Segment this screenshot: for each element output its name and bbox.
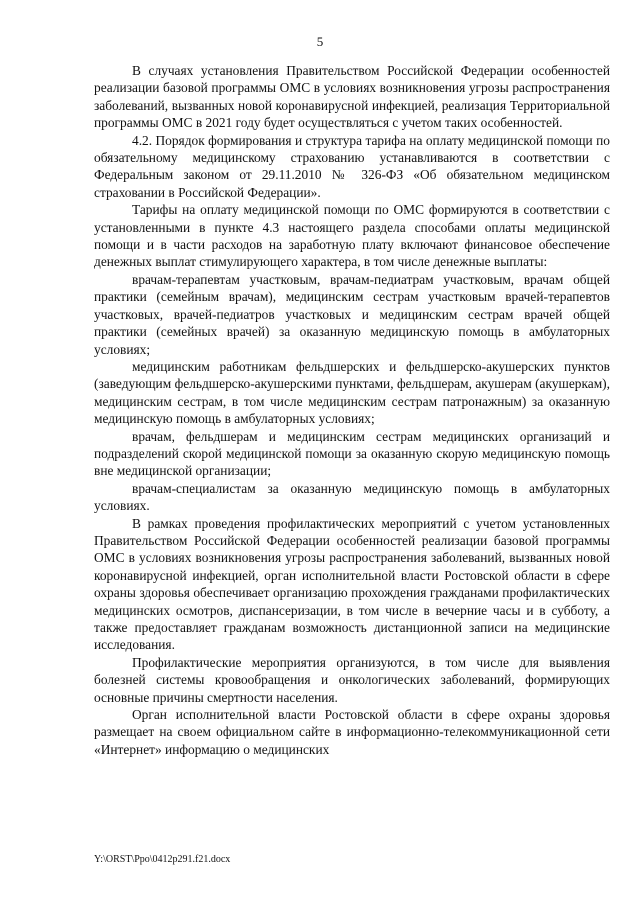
page-number: 5 (316, 34, 324, 49)
paragraph-specialists: врачам-специалистам за оказанную медицинскую помощь в амбулаторных условиях. (94, 480, 610, 514)
paragraph-emergency-care: врачам, фельдшерам и медицинским сестрам медицинских организаций и подразделений скорой медицинской помощи за оказанную скорую медицинскую помощь вне медицинской организации; (94, 428, 610, 479)
paragraph-omc-special-conditions: В случаях установления Правительством Российской Федерации особенностей реализации базовой программы ОМС в условиях возникновения угрозы распространения заболеваний, вызванных новой коронавирусной инфекцией, реализация Территориальной программы ОМС в 2021 году будет осуществляться с учетом таких особенностей. (94, 63, 610, 131)
paragraph-website-info: Орган исполнительной власти Ростовской области в сфере охраны здоровья размещает на своем официальном сайте в информационно-телекоммуникационной сети «Интернет» информацию о медицинских (94, 707, 610, 757)
document-body (94, 62, 610, 758)
paragraph-preventive-measures: В рамках проведения профилактических мероприятий с учетом установленных Правительством Российской Федерации особенностей реализации базовой программы ОМС в условиях возникновения угрозы распространения заболеваний, вызванных новой коронавирусной инфекцией, орган исполнительной власти Ростовской области в сфере охраны здоровья обеспечивает организацию прохождения гражданами профилактических медицинских осмотров, диспансеризации, в том числе в вечерние часы и в субботу, а также предоставляет гражданам возможность дистанционной записи на медицинские исследования. (94, 515, 610, 653)
paragraph-tariff-structure: 4.2. Порядок формирования и структура тарифа на оплату медицинской помощи по обязательному медицинскому страхованию устанавливаются в соответствии с Федеральным законом от 29.11.2010 № 326-ФЗ «Об обязательном медицинском страховании в Российской Федерации». (94, 132, 610, 200)
paragraph-therapists: врачам-терапевтам участковым, врачам-педиатрам участковым, врачам общей практики (семейным врачам), медицинским сестрам участковым врачей-терапевтов участковых, врачей-педиатров участковых и медицинским сестрам врачей общей практики (семейных врачей) за оказанную медицинскую помощь в амбулаторных условиях; (94, 271, 610, 357)
paragraph-feldsher-workers: медицинским работникам фельдшерских и фельдшерско-акушерских пунктов (заведующим фельдшерско-акушерскими пунктами, фельдшерам, акушерам (акушеркам), медицинским сестрам, в том числе медицинским сестрам патронажным) за оказанную медицинскую помощь в амбулаторных условиях; (94, 358, 610, 427)
paragraph-tariffs-payments: Тарифы на оплату медицинской помощи по ОМС формируются в соответствии с установленными в пункте 4.3 настоящего раздела способами оплаты медицинской помощи и в части расходов на заработную плату включают финансовое обеспечение денежных выплат стимулирующего характера, в том числе денежные выплаты: (94, 202, 610, 270)
footer-file-path: Y:\ORST\Ppo\0412p291.f21.docx (94, 854, 231, 865)
paragraph-preventive-organization: Профилактические мероприятия организуются, в том числе для выявления болезней системы кровообращения и онкологических заболеваний, формирующих основные причины смертности населения. (94, 654, 610, 705)
